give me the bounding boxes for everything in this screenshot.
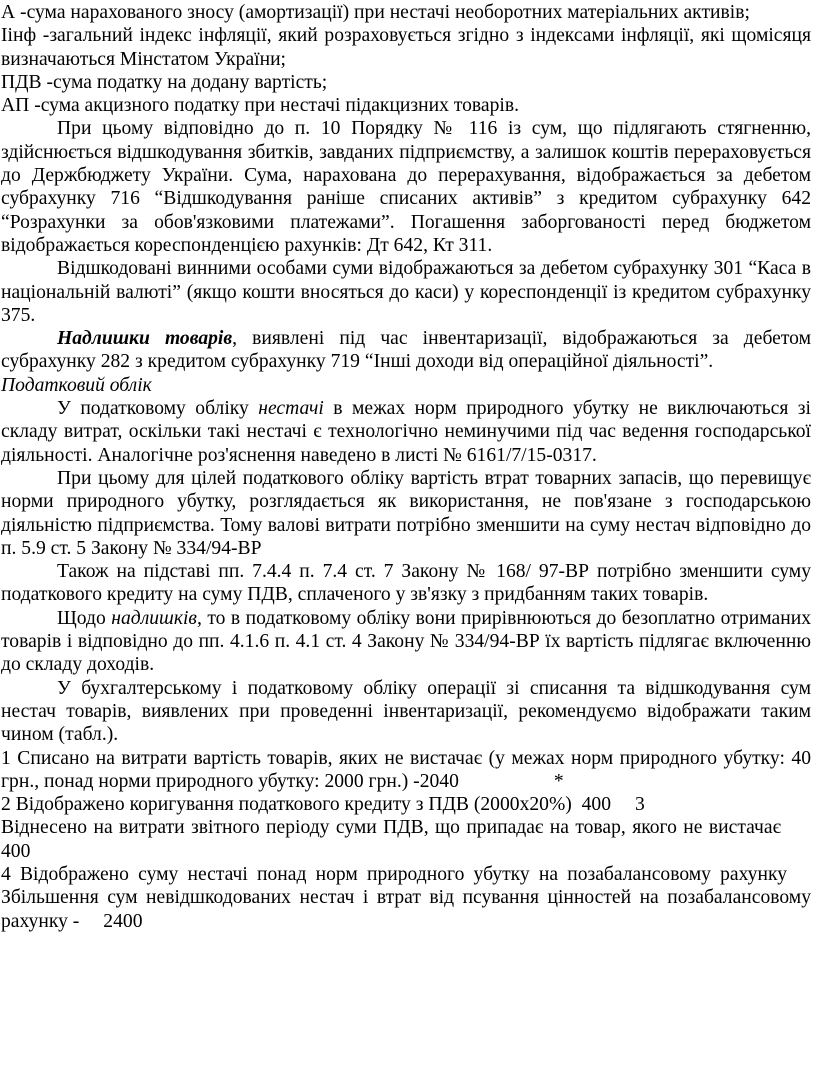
entry-3: Віднесено на витрати звітного періоду суми ПДВ, що припадає на товар, якого не вистачає400 [1, 817, 781, 862]
surplus-term-italic: надлишків, [111, 607, 202, 629]
entry-2-amount: 400 [581, 794, 611, 816]
paragraph-tax-credit: Також на підставі пп. 7.4.4 п. 7.4 ст. 7 Закону № 168/ 97-ВР потрібно зменшити суму податкового кредиту на суму ПДВ, сплаченого у зв'язку з придбанням таких товарів. [1, 561, 811, 606]
entry-4: 4 Відображено суму нестачі понад норм природного убутку на позабалансовому рахункуЗбільшення сум невідшкодованих нестач і втрат від псування цінностей на позабалансовому рахунку - 2400 [1, 863, 811, 932]
definition-pdv: ПДВ -сума податку на додану вартість; [1, 71, 328, 93]
paragraph-surplus [1, 327, 811, 374]
paragraph-recommendation: У бухгалтерському і податковому обліку операції зі списання та відшкодування сум нестач товарів, виявлених при проведенні інвентаризації, рекомендуємо відображати таким чином (табл.). [1, 677, 811, 746]
entry-3-number: 3 [635, 794, 645, 816]
surplus-term: Надлишки товарів [57, 328, 233, 350]
paragraph-tax-surplus: Щодо надлишків, то в податковому обліку вони прирівнюються до безоплатно отриманих товарів і відповідно до пп. 4.1.6 п. 4.1 ст. 4 Закону № 334/94-ВР їх вартість підлягає включенню до складу доходів. [1, 607, 811, 676]
paragraph-compensation: При цьому відповідно до п. 10 Порядку № 116 із сум, що підлягають стягненню, здійснюється відшкодування збитків, завданих підприємству, а залишок коштів перераховується до Держбюджету України. Сума, нарахована до перерахування, відображається за дебетом субрахунку 716 “Відшкодування раніше списаних активів” з кредитом субрахунку 642 “Розрахунки за обов'язковими платежами”. Погашення заборгованості перед бюджетом відображається кореспонденцією рахунків: Дт 642, Кт 311. [1, 118, 811, 256]
tax-accounting-heading: Податковий облік [1, 374, 152, 396]
entry-4-amount: 2400 [103, 910, 143, 932]
shortage-term: нестачі [258, 398, 324, 420]
paragraph-cash-recovery: Відшкодовані винними особами суми відображаються за дебетом субрахунку 301 “Каса в національній валюті” (якщо кошти вносяться до каси) у кореспонденції із кредитом субрахунку 375. [1, 258, 811, 326]
paragraph-tax-shortage: У податковому обліку нестачі в межах норм природного убутку не виключаються зі складу витрат, оскільки такі нестачі є технологічно неминучими під час ведення господарської діяльності. Аналогічне роз'яснення наведено в листі № 6161/7/15-0317. [1, 398, 811, 466]
entry-1: 1 Списано на витрати вартість товарів, яких не вистачає (у межах норм природного убутку: 40 грн., понад норми природного убутку: 2000 грн.) -2040 * [1, 747, 811, 792]
definition-iinf: Іінф -загальний індекс інфляції, який розраховується згідно з індексами інфляції, які щомісяця визначаються Мінстатом України; [1, 25, 811, 70]
paragraph-gross-expenses: При цьому для цілей податкового обліку вартість втрат товарних запасів, що перевищує норми природного убутку, розглядається як використання, не пов'язане з господарською діяльністю підприємства. Тому валові витрати потрібно зменшити на суму нестач відповідно до п. 5.9 ст. 5 Закону № 334/94-ВР [1, 467, 811, 559]
entry-1-mark: * [553, 770, 564, 792]
entry-3-amount: 400 [1, 840, 31, 862]
surplus-text: , виявлені під час інвентаризації, відображаються за дебетом субрахунку 282 з кредитом субрахунку 719 “Інші доходи від операційної діяльності”. [1, 328, 811, 373]
definition-a: А -сума нарахованого зносу (амортизації) при нестачі необоротних матеріальних активів; [1, 2, 750, 23]
entry-2: 2 Відображено коригування податкового кредиту з ПДВ (2000х20%) 400 3 [1, 794, 645, 816]
definition-ap: АП -сума акцизного податку при нестачі підакцизних товарів. [1, 95, 520, 117]
